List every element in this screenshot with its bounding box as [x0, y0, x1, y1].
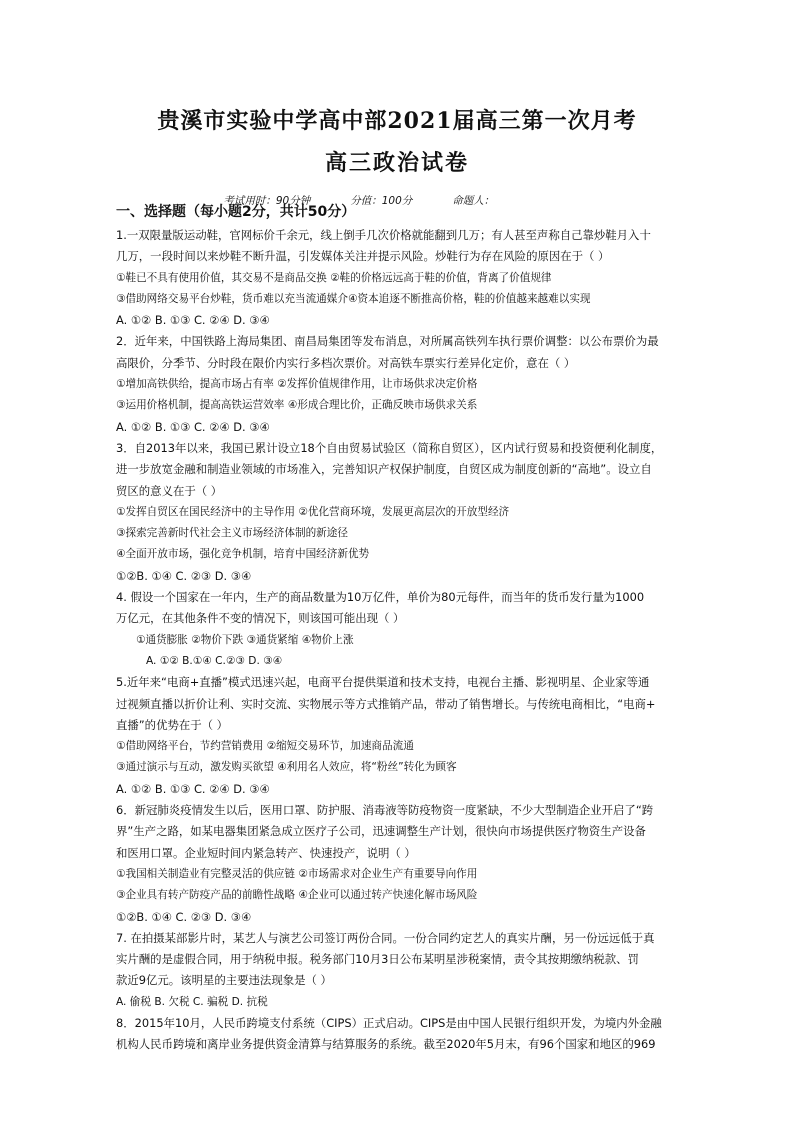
option-line: ①我国相关制造业有完整灵活的供应链 ②市场需求对企业生产有重要导向作用 — [116, 867, 478, 880]
text-line: 进一步放宽金融和制造业领域的市场准入，完善知识产权保护制度，自贸区成为制度创新的“高地”。设立自 — [116, 462, 652, 477]
answer-choices: ①②B. ①④ C. ②③ D. ③④ — [116, 568, 252, 583]
option-line: ①鞋已不具有使用价值，其交易不是商品交换 ②鞋的价格远远高于鞋的价值，背离了价值规律 — [116, 271, 552, 284]
text-line: 高限价，分季节、分时段在限价内实行多档次票价。对高铁车票实行差异化定价，意在（ ） — [116, 355, 576, 370]
option-line: ①发挥自贸区在国民经济中的主导作用 ②优化营商环境，发展更高层次的开放型经济 — [116, 505, 510, 518]
exam-subtitle: 高三政治试卷 — [324, 150, 469, 176]
text-line: 7. 在拍摄某部影片时，某艺人与演艺公司签订两份合同。一份合同约定艺人的真实片酬，另一份远远低于真 — [116, 930, 655, 945]
text-line: 1.一双限量版运动鞋，官网标价千余元，线上倒手几次价格就能翻到几万；有人甚至声称自己靠炒鞋月入十 — [116, 228, 651, 242]
answer-choices: A. ①② B. ①③ C. ②④ D. ③④ — [116, 781, 270, 796]
option-line: ③企业具有转产防疫产品的前瞻性战略 ④企业可以通过转产快速化解市场风险 — [116, 889, 478, 902]
answer-choices: A. ①② B.①④ C.②③ D. ③④ — [146, 654, 283, 667]
text-line: 界”生产之路，如某电器集团紧急成立医疗子公司，迅速调整生产计划，很快向市场提供医疗物资生产设备 — [116, 824, 646, 839]
text-line: 款近9亿元。该明星的主要违法现象是（ ） — [116, 973, 332, 988]
answer-choices: A. ①② B. ①③ C. ②④ D. ③④ — [116, 419, 270, 434]
question-body — [116, 225, 684, 1056]
text-line: 直播”的优势在于（ ） — [116, 717, 229, 732]
text-line: 5.近年来“电商+直播”模式迅速兴起，电商平台提供渠道和技术支持，电视台主播、影视明星、企业家等通 — [116, 675, 650, 690]
text-line: 4. 假设一个国家在一年内，生产的商品数量为10万亿件，单价为80元每件，而当年的货币发行量为1000 — [116, 590, 645, 605]
exam-author: 命题人： — [452, 195, 495, 207]
option-line: ①通货膨胀 ②物价下跌 ③通货紧缩 ④物价上涨 — [136, 633, 354, 646]
text-line: 和医用口罩。企业短时间内紧急转产、快速投产，说明（ ） — [116, 845, 416, 860]
text-line: 2．近年来，中国铁路上海局集团、南昌局集团等发布消息，对所属高铁列车执行票价调整：以公布票价为最 — [116, 334, 659, 349]
answer-choices: A. 偷税 B. 欠税 C. 骗税 D. 抗税 — [116, 995, 268, 1008]
text-line: 机构人民币跨境和离岸业务提供资金清算与结算服务的系统。截至2020年5月末，有96个国家和地区的969 — [116, 1037, 656, 1052]
answer-choices: A. ①② B. ①③ C. ②④ D. ③④ — [116, 313, 270, 328]
text-line: 3．自2013年以来，我国已累计设立18个自由贸易试验区（简称自贸区），区内试行贸易和投资便利化制度， — [116, 440, 663, 455]
option-line: ③借助网络交易平台炒鞋，货币难以充当流通媒介④资本追逐不断推高价格，鞋的价值越来越难以实现 — [116, 292, 591, 305]
option-line: ③运用价格机制，提高高铁运营效率 ④形成合理比价，正确反映市场供求关系 — [116, 399, 478, 412]
text-line: 几万，一段时间以来炒鞋不断升温，引发媒体关注并提示风险。炒鞋行为存在风险的原因在于（ ） — [116, 249, 610, 264]
option-line: ①增加高铁供给，提高市场占有率 ②发挥价值规律作用，让市场供求决定价格 — [116, 378, 478, 391]
section-title: 一、选择题（每小题2分，共计50分） — [116, 204, 356, 220]
option-line: ③通过演示与互动，激发购买欲望 ④利用名人效应，将“粉丝”转化为顾客 — [116, 761, 457, 774]
text-line: 8．2015年10月，人民币跨境支付系统（CIPS）正式启动。CIPS是由中国人民银行组织开发，为境内外金融 — [116, 1015, 662, 1030]
answer-choices: ①②B. ①④ C. ②③ D. ③④ — [116, 909, 252, 924]
text-line: 万亿元，在其他条件不变的情况下，则该国可能出现（ ） — [116, 611, 405, 626]
option-line: ④全面开放市场，强化竞争机制，培育中国经济新优势 — [116, 548, 370, 561]
text-line: 6．新冠肺炎疫情发生以后，医用口罩、防护服、消毒液等防疫物资一度紧缺，不少大型制造企业开启了“跨 — [116, 803, 654, 818]
exam-time: 考试用时：90分钟 — [223, 195, 311, 207]
exam-title: 贵溪市实验中学高中部2021届高三第一次月考 — [157, 108, 637, 134]
text-line: 过视频直播以折价让利、实时交流、实物展示等方式推销产品，带动了销售增长。与传统电商相比，“电商+ — [116, 696, 656, 711]
text-line: 贸区的意义在于（ ） — [116, 483, 223, 498]
option-line: ①借助网络平台，节约营销费用 ②缩短交易环节，加速商品流通 — [116, 740, 414, 753]
exam-score: 分值：100分 — [350, 195, 413, 207]
option-line: ③探索完善新时代社会主义市场经济体制的新途径 — [116, 527, 348, 540]
text-line: 实片酬的是虚假合同，用于纳税申报。税务部门10月3日公布某明星涉税案情，责令其按期缴纳税款、罚 — [116, 952, 639, 967]
